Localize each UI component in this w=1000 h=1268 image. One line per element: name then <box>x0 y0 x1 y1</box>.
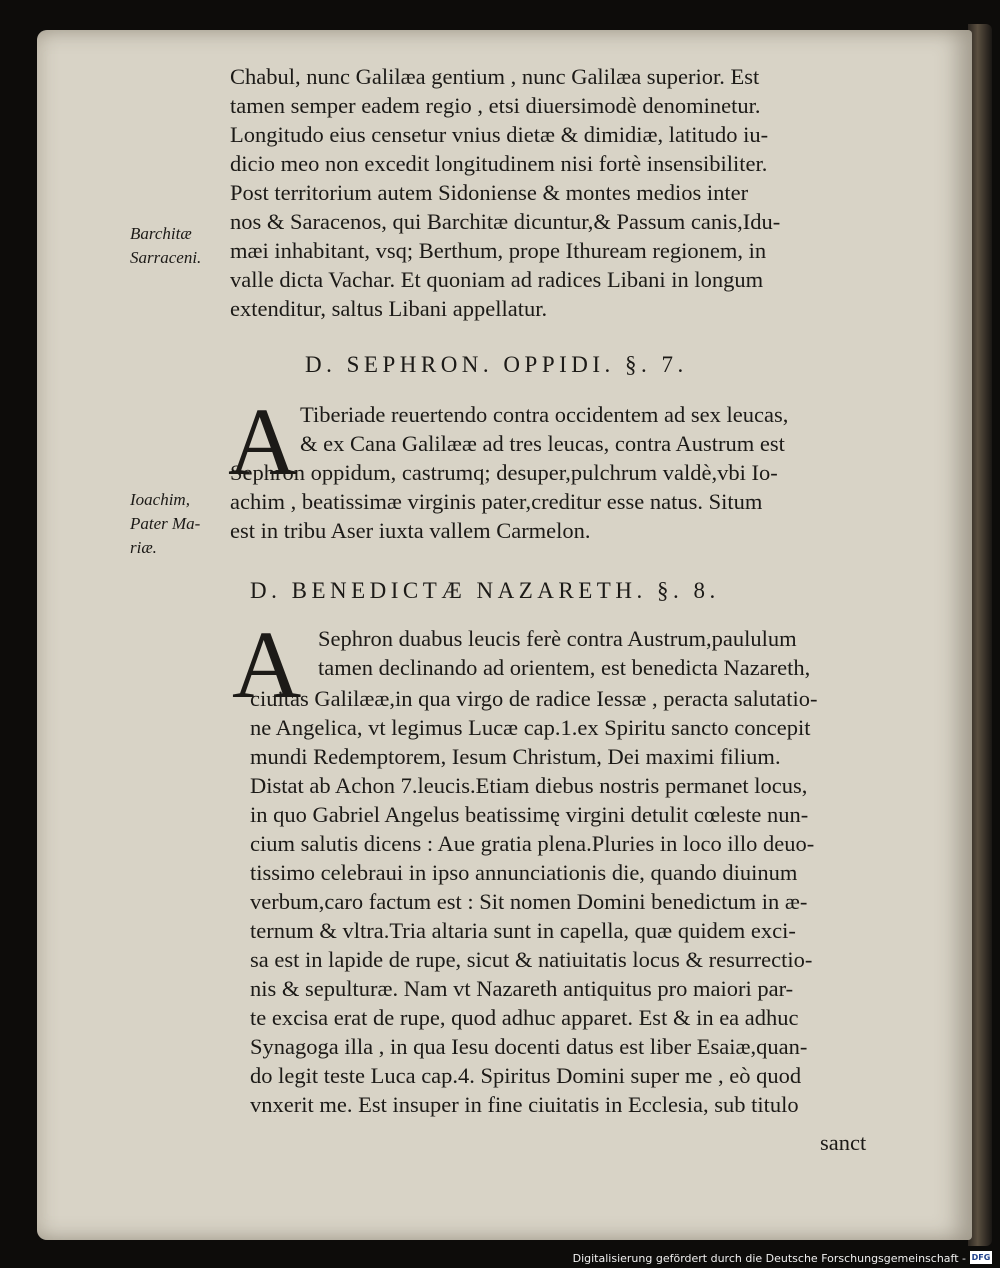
text-line: est in tribu Aser iuxta vallem Carmelon. <box>230 518 591 543</box>
text-line: achim , beatissimæ virginis pater,creditur esse natus. Situm <box>230 489 763 514</box>
text-line: verbum,caro factum est : Sit nomen Domini benedictum in æ- <box>250 889 808 914</box>
margin-note-line: Pater Ma- <box>130 514 201 533</box>
section-1-top <box>300 400 864 458</box>
text-line: tamen declinando ad orientem, est benedicta Nazareth, <box>318 655 811 680</box>
text-line: Synagoga illa , in qua Iesu docenti datus est liber Esaiæ,quan- <box>250 1034 808 1059</box>
text-line: mæi inhabitant, vsq; Berthum, prope Ithuream regionem, in <box>230 238 767 263</box>
text-line: Sephron duabus leucis ferè contra Austrum,paululum <box>318 626 797 651</box>
margin-note-2 <box>130 488 200 560</box>
text-line: Tiberiade reuertendo contra occidentem ad sex leucas, <box>300 402 789 427</box>
text-line: Longitudo eius censetur vnius dietæ & dimidiæ, latitudo iu- <box>230 122 769 147</box>
section-1-body <box>230 458 870 545</box>
margin-note-line: Barchitæ <box>130 224 192 243</box>
drop-cap: A <box>232 611 302 718</box>
text-line: Post territorium autem Sidoniense & montes medios inter <box>230 180 749 205</box>
text-line: sa est in lapide de rupe, sicut & natiuitatis locus & resurrectio- <box>250 947 813 972</box>
text-line: vnxerit me. Est insuper in fine ciuitatis in Ecclesia, sub titulo <box>250 1092 799 1117</box>
text-line: in quo Gabriel Angelus beatissimę virgini detulit cœleste nun- <box>250 802 809 827</box>
text-line: Distat ab Achon 7.leucis.Etiam diebus nostris permanet locus, <box>250 773 808 798</box>
text-line: dicio meo non excedit longitudinem nisi fortè insensibiliter. <box>230 151 768 176</box>
section-2-body <box>250 684 870 1119</box>
section-2-top <box>318 624 866 682</box>
text-line: tissimo celebraui in ipso annunciationis die, quando diuinum <box>250 860 798 885</box>
margin-note-1 <box>130 222 201 270</box>
text-line: nos & Saracenos, qui Barchitæ dicuntur,& Passum canis,Idu- <box>230 209 781 234</box>
section-heading-sephron: D. SEPHRON. OPPIDI. §. 7. <box>305 352 688 377</box>
text-line: ternum & vltra.Tria altaria sunt in capella, quæ quidem exci- <box>250 918 796 943</box>
text-line: ciuitas Galilææ,in qua virgo de radice Iessæ , peracta salutatio- <box>250 686 818 711</box>
margin-note-line: Ioachim, <box>130 490 190 509</box>
text-line: tamen semper eadem regio , etsi diuersimodè denominetur. <box>230 93 761 118</box>
dfg-logo: DFG <box>971 1253 991 1262</box>
funding-notice: Digitalisierung gefördert durch die Deutsche Forschungsgemeinschaft - <box>572 1252 966 1265</box>
text-line: extenditur, saltus Libani appellatur. <box>230 296 548 321</box>
text-line: Chabul, nunc Galilæa gentium , nunc Galilæa superior. Est <box>230 64 760 89</box>
text-line: te excisa erat de rupe, quod adhuc apparet. Est & in ea adhuc <box>250 1005 799 1030</box>
text-line: mundi Redemptorem, Iesum Christum, Dei maximi filium. <box>250 744 781 769</box>
margin-note-line: Sarraceni. <box>130 248 202 267</box>
paragraph-1 <box>230 62 870 323</box>
text-line: ne Angelica, vt legimus Lucæ cap.1.ex Spiritu sancto concepit <box>250 715 811 740</box>
text-line: do legit teste Luca cap.4. Spiritus Domini super me , eò quod <box>250 1063 802 1088</box>
text-line: cium salutis dicens : Aue gratia plena.Pluries in loco illo deuo- <box>250 831 815 856</box>
catchword: sanct <box>820 1130 867 1155</box>
drop-cap: A <box>228 388 298 495</box>
section-heading-nazareth: D. BENEDICTÆ NAZARETH. §. 8. <box>250 578 720 603</box>
text-line: valle dicta Vachar. Et quoniam ad radices Libani in longum <box>230 267 764 292</box>
text-line: Sephron oppidum, castrumq; desuper,pulchrum valdè,vbi Io- <box>230 460 778 485</box>
text-line: & ex Cana Galilææ ad tres leucas, contra Austrum est <box>300 431 785 456</box>
text-line: nis & sepulturæ. Nam vt Nazareth antiquitus pro maiori par- <box>250 976 794 1001</box>
margin-note-line: riæ. <box>130 538 157 557</box>
